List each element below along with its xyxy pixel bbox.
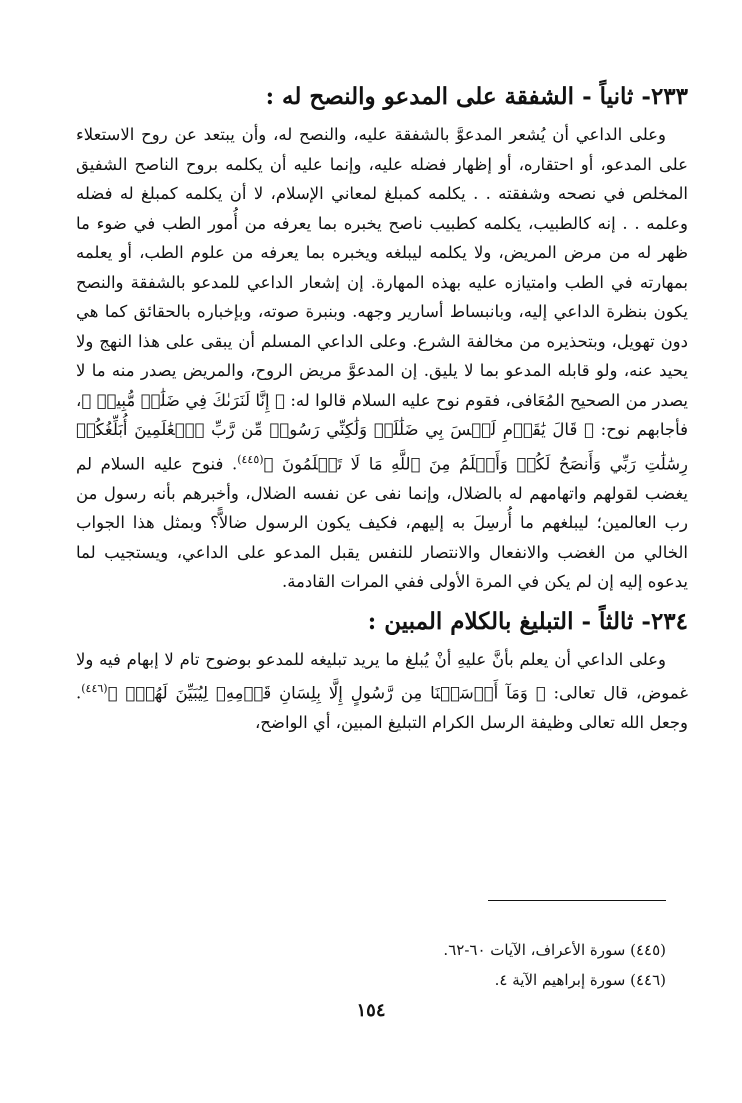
footnote-ref-445: (٤٤٥) bbox=[237, 452, 264, 466]
page-number: ١٥٤ bbox=[356, 1000, 386, 1021]
footnotes bbox=[76, 935, 666, 995]
page-content bbox=[76, 78, 688, 738]
footnote-ref-446: (٤٤٦) bbox=[81, 682, 108, 695]
footnote-446: (٤٤٦) سورة إبراهيم الآية ٤. bbox=[494, 971, 666, 989]
quran-verse-3: ﴿ وَمَآ أَرۡسَلۡنَا مِن رَّسُولٍ إِلَّا بِلِسَانِ قَوۡمِهِۦ لِيُبَيِّنَ لَهُمۡۖ ﴾ bbox=[107, 683, 546, 703]
quran-verse-1: ﴿ إِنَّا لَنَرَىٰكَ فِي ضَلَٰلٖ مُّبِينٖ ﴾ bbox=[81, 390, 285, 410]
section-233-paragraph bbox=[76, 120, 688, 597]
footnote-445: (٤٤٥) سورة الأعراف، الآيات ٦٠-٦٢. bbox=[443, 941, 666, 959]
section-234-text: وعلى الداعي أن يعلم بأنَّ عليهِ أنْ يُبلغ ما يريد تبليغه للمدعو بوضوح تام لا إبهام فيه ولا غموض، قال تعالى: bbox=[76, 649, 688, 703]
footnote-separator bbox=[488, 900, 666, 901]
section-234-paragraph bbox=[76, 645, 688, 738]
section-234-text-end: . وجعل الله تعالى وظيفة الرسل الكرام التبليغ المبين، أي الواضح، bbox=[76, 683, 688, 732]
section-234-heading: ٢٣٤- ثالثاً - التبليغ بالكلام المبين : bbox=[367, 607, 688, 635]
quran-verse-2: ﴿ قَالَ يَٰقَوۡمِ لَيۡسَ بِي ضَلَٰلَةٞ وَلَٰكِنِّي رَسُولٞ مِّن رَّبِّ ٱلۡعَٰلَمِينَ أُبَلِّغُكُمۡ رِسَٰلَٰتِ رَبِّي وَأَنصَحُ لَكُمۡ وَأَعۡلَمُ مِنَ ٱللَّهِ مَا لَا تَعۡلَمُونَ ﴾ bbox=[76, 420, 688, 473]
section-233-heading: ٢٣٣- ثانياً - الشفقة على المدعو والنصح له : bbox=[265, 83, 688, 110]
section-233-text-end: . فنوح عليه السلام لم يغضب لقولهم واتهامهم له بالضلال، وإنما نفى عن نفسه الضلال، وأخبرهم بأنه رسول من رب العالمين؛ ليبلغهم ما أُرسِلَ به إليهم، فكيف يكون الرسول ضالاًّ؟ وبمثل هذا الجواب الخالي من الغضب والانفعال والانتصار للنفس يقبل المدعو على الداعي، ويستجيب لما يدعوه إليه إن لم يكن في المرة الأولى ففي المرات القادمة. bbox=[76, 454, 688, 591]
section-233-mid: ، فأجابهم نوح: bbox=[76, 390, 688, 439]
section-233-text: وعلى الداعي أن يُشعر المدعوَّ بالشفقة عليه، والنصح له، وأن يبتعد عن روح الاستعلاء على المدعو، أو احتقاره، أو إظهار فضله عليه، وإنما عليه أن يكلمه بروح الناصح الشفيق المخلص في نصحه وشفقته . . يكلمه كمبلغ لمعاني الإسلام، لا أن يكلمه كمبلغ له فضله وعلمه . . إنه كالطبيب، يكلمه كطبيب ناصح يخبره بما يعرفه من أُمور الطب في ضوء ما ظهر له من مرض المريض، ولا يكلمه ليبلغه ويخبره بما يعرفه من علوم الطب، أو يعلمه بمهارته في الطب وامتيازه عليه بهذه المهارة. إن إشعار الداعي للمدعو بالشفقة والنصح يكون بنظرة الداعي إليه، وبانبساط أسارير وجهه. وبنبرة صوته، وبإخباره بالحقائق كما هي دون تهويل، وبتحذيره من مخالفة الشرع. وعلى الداعي المسلم أن يبقى على هذا النهج ولا يحيد عنه، ولو قابله المدعو بما لا يليق. إن المدعوَّ مريض الروح، والمريض يصدر منه ما لا يصدر من الصحيح المُعَافى، فقوم نوح عليه السلام قالوا له: bbox=[76, 125, 689, 410]
